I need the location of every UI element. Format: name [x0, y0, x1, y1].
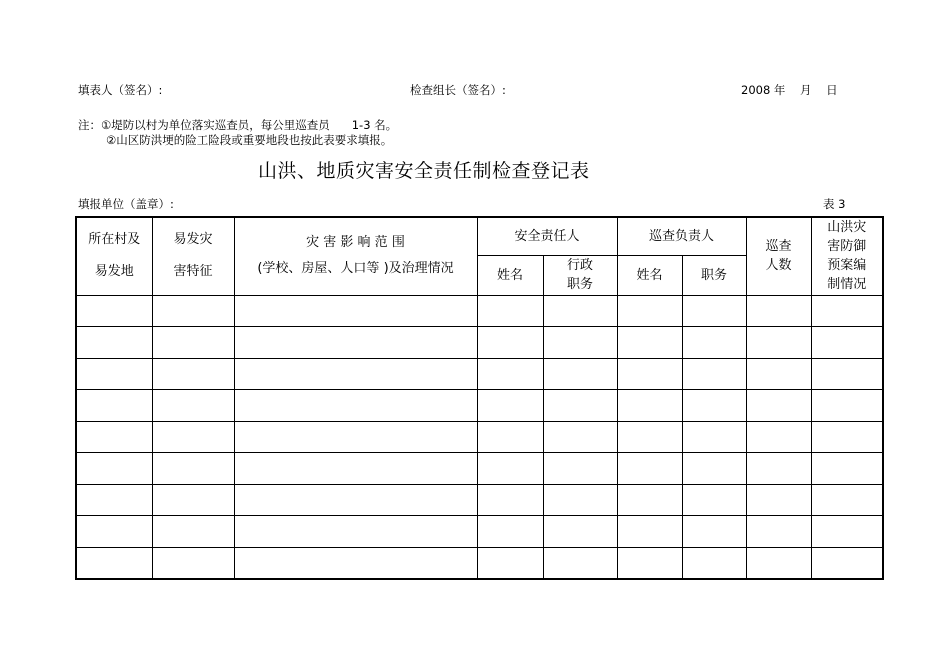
table-cell[interactable] — [617, 453, 682, 485]
header-scope — [234, 217, 477, 295]
table-cell[interactable] — [811, 516, 883, 548]
table-row — [76, 327, 883, 359]
table-cell[interactable] — [477, 421, 543, 453]
table-cell[interactable] — [682, 453, 746, 485]
table-cell[interactable] — [477, 484, 543, 516]
table-row — [76, 516, 883, 548]
table-cell[interactable] — [477, 453, 543, 485]
header-row-1 — [76, 217, 883, 255]
filler-signature-label: 填表人（签名）: — [78, 83, 163, 97]
note-line-1: 注：①堤防以村为单位落实巡查员，每公里巡查员 1-3 名。 — [78, 118, 398, 132]
table-cell[interactable] — [477, 516, 543, 548]
table-cell[interactable] — [617, 327, 682, 359]
table-cell[interactable] — [76, 295, 152, 327]
table-row — [76, 358, 883, 390]
table-cell[interactable] — [543, 421, 617, 453]
table-cell[interactable] — [152, 327, 234, 359]
table-cell[interactable] — [477, 295, 543, 327]
table-row — [76, 295, 883, 327]
table-cell[interactable] — [234, 516, 477, 548]
table-cell[interactable] — [234, 421, 477, 453]
table-cell[interactable] — [477, 547, 543, 579]
table-cell[interactable] — [746, 484, 811, 516]
header-plan — [811, 217, 883, 295]
table-number: 表 3 — [823, 197, 846, 211]
inspector-signature-label: 检查组长（签名）: — [410, 83, 506, 97]
header-patrol-person: 巡查负责人 — [617, 217, 746, 255]
header-patrol-name: 姓名 — [617, 255, 682, 295]
table-cell[interactable] — [811, 421, 883, 453]
table-cell[interactable] — [682, 484, 746, 516]
table-cell[interactable] — [682, 516, 746, 548]
table-cell[interactable] — [811, 295, 883, 327]
table-cell[interactable] — [746, 547, 811, 579]
table-cell[interactable] — [152, 484, 234, 516]
table-cell[interactable] — [543, 516, 617, 548]
note-line-2: ②山区防洪埂的险工险段或重要地段也按此表要求填报。 — [106, 133, 393, 147]
table-row — [76, 453, 883, 485]
table-cell[interactable] — [543, 484, 617, 516]
table-cell[interactable] — [76, 358, 152, 390]
table-cell[interactable] — [76, 516, 152, 548]
header-scope-line1: 灾 害 影 响 范 围 — [306, 235, 405, 251]
table-cell[interactable] — [234, 327, 477, 359]
table-cell[interactable] — [811, 327, 883, 359]
table-cell[interactable] — [617, 516, 682, 548]
header-plan-line2: 害防御 — [827, 239, 867, 255]
table-cell[interactable] — [746, 421, 811, 453]
table-cell[interactable] — [477, 358, 543, 390]
header-feature-line2: 害特征 — [173, 264, 213, 280]
table-cell[interactable] — [682, 390, 746, 422]
header-village-line2: 易发地 — [94, 264, 134, 280]
table-cell[interactable] — [543, 547, 617, 579]
table-cell[interactable] — [617, 484, 682, 516]
table-cell[interactable] — [152, 390, 234, 422]
table-cell[interactable] — [477, 390, 543, 422]
header-admin-line1: 行政 — [566, 258, 593, 273]
table-cell[interactable] — [76, 421, 152, 453]
header-safety-person: 安全责任人 — [477, 217, 617, 255]
table-cell[interactable] — [76, 390, 152, 422]
table-cell[interactable] — [152, 295, 234, 327]
header-plan-line1: 山洪灾 — [827, 220, 867, 236]
table-cell[interactable] — [617, 421, 682, 453]
table-row — [76, 484, 883, 516]
table-row — [76, 390, 883, 422]
header-village-line1: 所在村及 — [88, 232, 141, 248]
table-cell[interactable] — [682, 358, 746, 390]
table-cell[interactable] — [746, 453, 811, 485]
table-cell[interactable] — [811, 484, 883, 516]
table-cell[interactable] — [617, 358, 682, 390]
registration-table — [75, 216, 884, 580]
table-row — [76, 547, 883, 579]
header-feature-line1: 易发灾 — [173, 232, 213, 248]
header-plan-line4: 制情况 — [827, 277, 867, 293]
table-cell[interactable] — [234, 390, 477, 422]
table-cell[interactable] — [811, 547, 883, 579]
table-cell[interactable] — [152, 453, 234, 485]
header-patrol-count-line2: 人数 — [765, 258, 792, 274]
table-cell[interactable] — [811, 453, 883, 485]
table-cell[interactable] — [682, 327, 746, 359]
table-cell[interactable] — [152, 547, 234, 579]
table-cell[interactable] — [543, 390, 617, 422]
table-cell[interactable] — [682, 421, 746, 453]
table-cell[interactable] — [811, 390, 883, 422]
table-cell[interactable] — [234, 295, 477, 327]
header-scope-line2: (学校、房屋、人口等 )及治理情况 — [257, 261, 454, 277]
table-cell[interactable] — [543, 358, 617, 390]
table-cell[interactable] — [76, 327, 152, 359]
table-cell[interactable] — [746, 516, 811, 548]
table-cell[interactable] — [746, 327, 811, 359]
table-cell[interactable] — [76, 484, 152, 516]
table-cell[interactable] — [543, 453, 617, 485]
header-patrol-duty: 职务 — [682, 255, 746, 295]
table-cell[interactable] — [746, 358, 811, 390]
page-title: 山洪、地质灾害安全责任制检查登记表 — [258, 160, 590, 182]
table-cell[interactable] — [543, 295, 617, 327]
table-row — [76, 421, 883, 453]
table-cell[interactable] — [234, 453, 477, 485]
header-feature — [152, 217, 234, 295]
table-cell[interactable] — [617, 547, 682, 579]
table-cell[interactable] — [617, 295, 682, 327]
header-village — [76, 217, 152, 295]
table-cell[interactable] — [76, 547, 152, 579]
table-cell[interactable] — [152, 358, 234, 390]
date-label: 2008 年 月 日 — [741, 83, 838, 97]
table-cell[interactable] — [76, 453, 152, 485]
reporting-unit-label: 填报单位（盖章）: — [78, 197, 174, 211]
header-safety-name: 姓名 — [477, 255, 543, 295]
table-cell[interactable] — [811, 358, 883, 390]
table-cell[interactable] — [234, 358, 477, 390]
table-cell[interactable] — [152, 421, 234, 453]
table-cell[interactable] — [746, 295, 811, 327]
table-cell[interactable] — [152, 516, 234, 548]
header-plan-line3: 预案编 — [827, 258, 867, 274]
table-cell[interactable] — [746, 390, 811, 422]
table-cell[interactable] — [477, 327, 543, 359]
header-patrol-count — [746, 217, 811, 295]
table-cell[interactable] — [682, 295, 746, 327]
table-cell[interactable] — [234, 547, 477, 579]
header-patrol-count-line1: 巡查 — [765, 239, 792, 255]
table-cell[interactable] — [617, 390, 682, 422]
table-cell[interactable] — [543, 327, 617, 359]
table-cell[interactable] — [682, 547, 746, 579]
table-cell[interactable] — [234, 484, 477, 516]
header-safety-admin — [543, 255, 617, 295]
header-admin-line2: 职务 — [566, 277, 593, 292]
